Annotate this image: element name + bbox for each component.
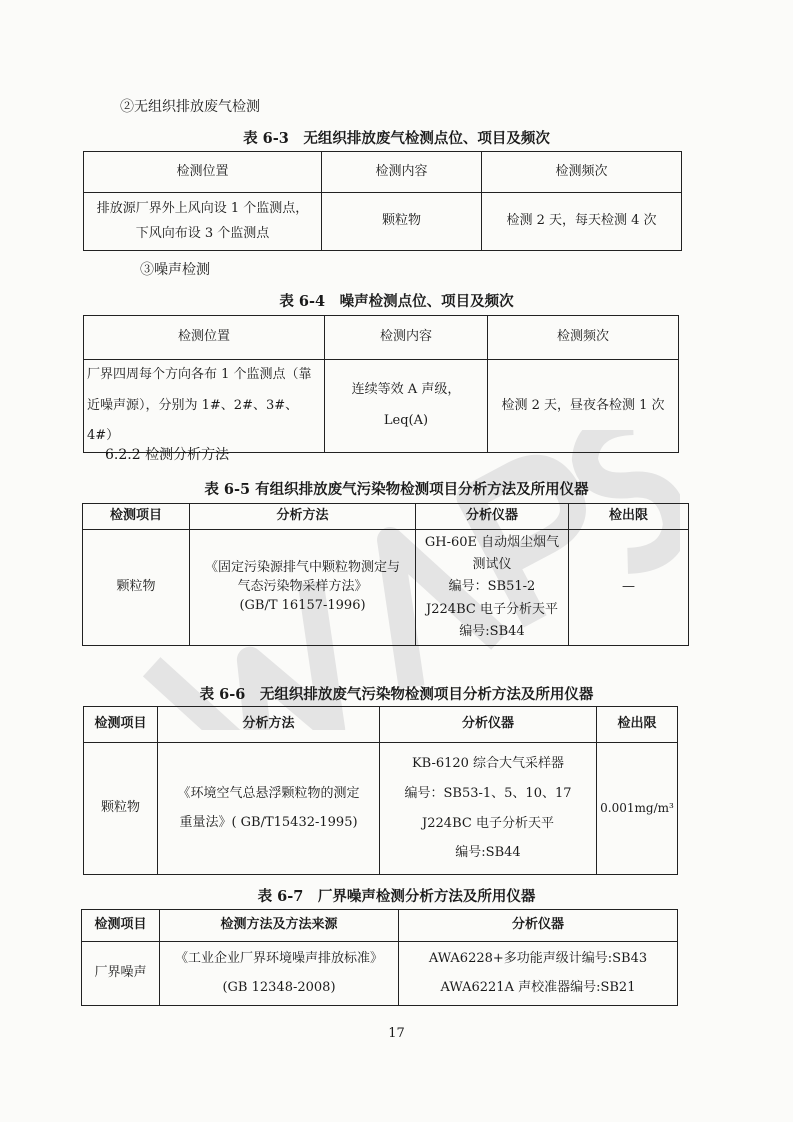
location-line: 排放源厂界外上风向设 1 个监测点， [96,201,309,217]
method-line: 《工业企业厂界环境噪声排放标准》 [174,950,383,966]
instrument-line: AWA6221A 声校准器编号:SB21 [440,979,636,995]
table-6-7 [81,909,678,1006]
table-6-6 [83,706,678,875]
table-header: 检测内容 [325,316,488,360]
table-header: 检出限 [597,707,678,743]
instrument-line: 编号:SB44 [459,623,525,639]
table-header: 分析仪器 [380,707,597,743]
table-6-3 [83,151,682,251]
item-cell: 颗粒物 [83,530,190,646]
section-heading-noise: ③噪声检测 [140,262,210,278]
table-row [84,360,679,453]
location-line: 厂界四周每个方向各布 1 个监测点（靠 [87,367,312,382]
table-header: 分析方法 [190,504,416,530]
instrument-line: 测试仪 [472,557,512,573]
content-line: Leq(A) [383,412,429,428]
table-header: 检测频次 [482,152,682,193]
instrument-line: 编号：SB53-1、5、10、17 [404,785,572,801]
instrument-line: AWA6228+多功能声级计编号:SB43 [428,950,648,966]
item-cell: 颗粒物 [84,743,158,875]
method-line: 气态污染物采样方法》 [237,579,368,595]
table-header: 分析仪器 [399,910,678,942]
table-row [82,942,678,1006]
limit-cell: 0.001mg/m³ [597,743,678,875]
table-header: 检测项目 [82,910,160,942]
instrument-line: J224BC 电子分析天平 [426,601,558,617]
method-line: (GB/T 16157-1996) [239,597,366,613]
table-6-4-caption: 表 6-4 噪声检测点位、项目及频次 [279,293,514,310]
frequency-cell: 检测 2 天，昼夜各检测 1 次 [488,360,679,453]
table-header: 检测频次 [488,316,679,360]
table-6-7-caption: 表 6-7 厂界噪声检测分析方法及所用仪器 [257,888,536,905]
table-row [83,530,689,646]
section-heading-fugitive: ②无组织排放废气检测 [120,99,260,115]
table-row [84,743,678,875]
location-line: 下风向布设 3 个监测点 [135,225,270,241]
instrument-line: J224BC 电子分析天平 [422,815,554,831]
frequency-cell: 检测 2 天，每天检测 4 次 [482,193,682,251]
instrument-line: 编号：SB51-2 [448,579,536,595]
method-line: 《环境空气总悬浮颗粒物的测定 [177,785,360,801]
table-header: 分析仪器 [416,504,569,530]
method-line: (GB 12348-2008) [222,979,336,995]
table-header: 检测方法及方法来源 [160,910,399,942]
table-header: 检测项目 [83,504,190,530]
limit-cell: — [569,530,689,646]
table-6-5 [82,503,689,646]
instrument-line: GH-60E 自动烟尘烟气 [424,535,560,551]
item-cell: 厂界噪声 [82,942,160,1006]
table-6-5-caption: 表 6-5 有组织排放废气污染物检测项目分析方法及所用仪器 [204,481,589,498]
subsection-heading: 6.2.2 检测分析方法 [105,447,230,463]
content-cell: 颗粒物 [322,193,482,251]
table-6-4 [83,315,679,453]
table-6-3-caption: 表 6-3 无组织排放废气检测点位、项目及频次 [243,130,550,147]
instrument-line: KB-6120 综合大气采样器 [411,755,565,771]
instrument-line: 编号:SB44 [455,845,521,861]
page-number: 17 [388,1026,405,1041]
table-row [84,193,682,251]
method-line: 《固定污染源排气中颗粒物测定与 [204,560,400,576]
table-header: 检测位置 [84,152,322,193]
table-6-6-caption: 表 6-6 无组织排放废气污染物检测项目分析方法及所用仪器 [199,686,594,703]
table-header: 检测项目 [84,707,158,743]
content-line: 连续等效 A 声级， [351,382,461,398]
method-line: 重量法》( GB/T15432-1995) [179,814,358,830]
table-header: 检出限 [569,504,689,530]
location-line: 近噪声源），分别为 1#、2#、3#、4#） [87,397,299,444]
table-header: 分析方法 [158,707,380,743]
table-header: 检测位置 [84,316,325,360]
table-header: 检测内容 [322,152,482,193]
